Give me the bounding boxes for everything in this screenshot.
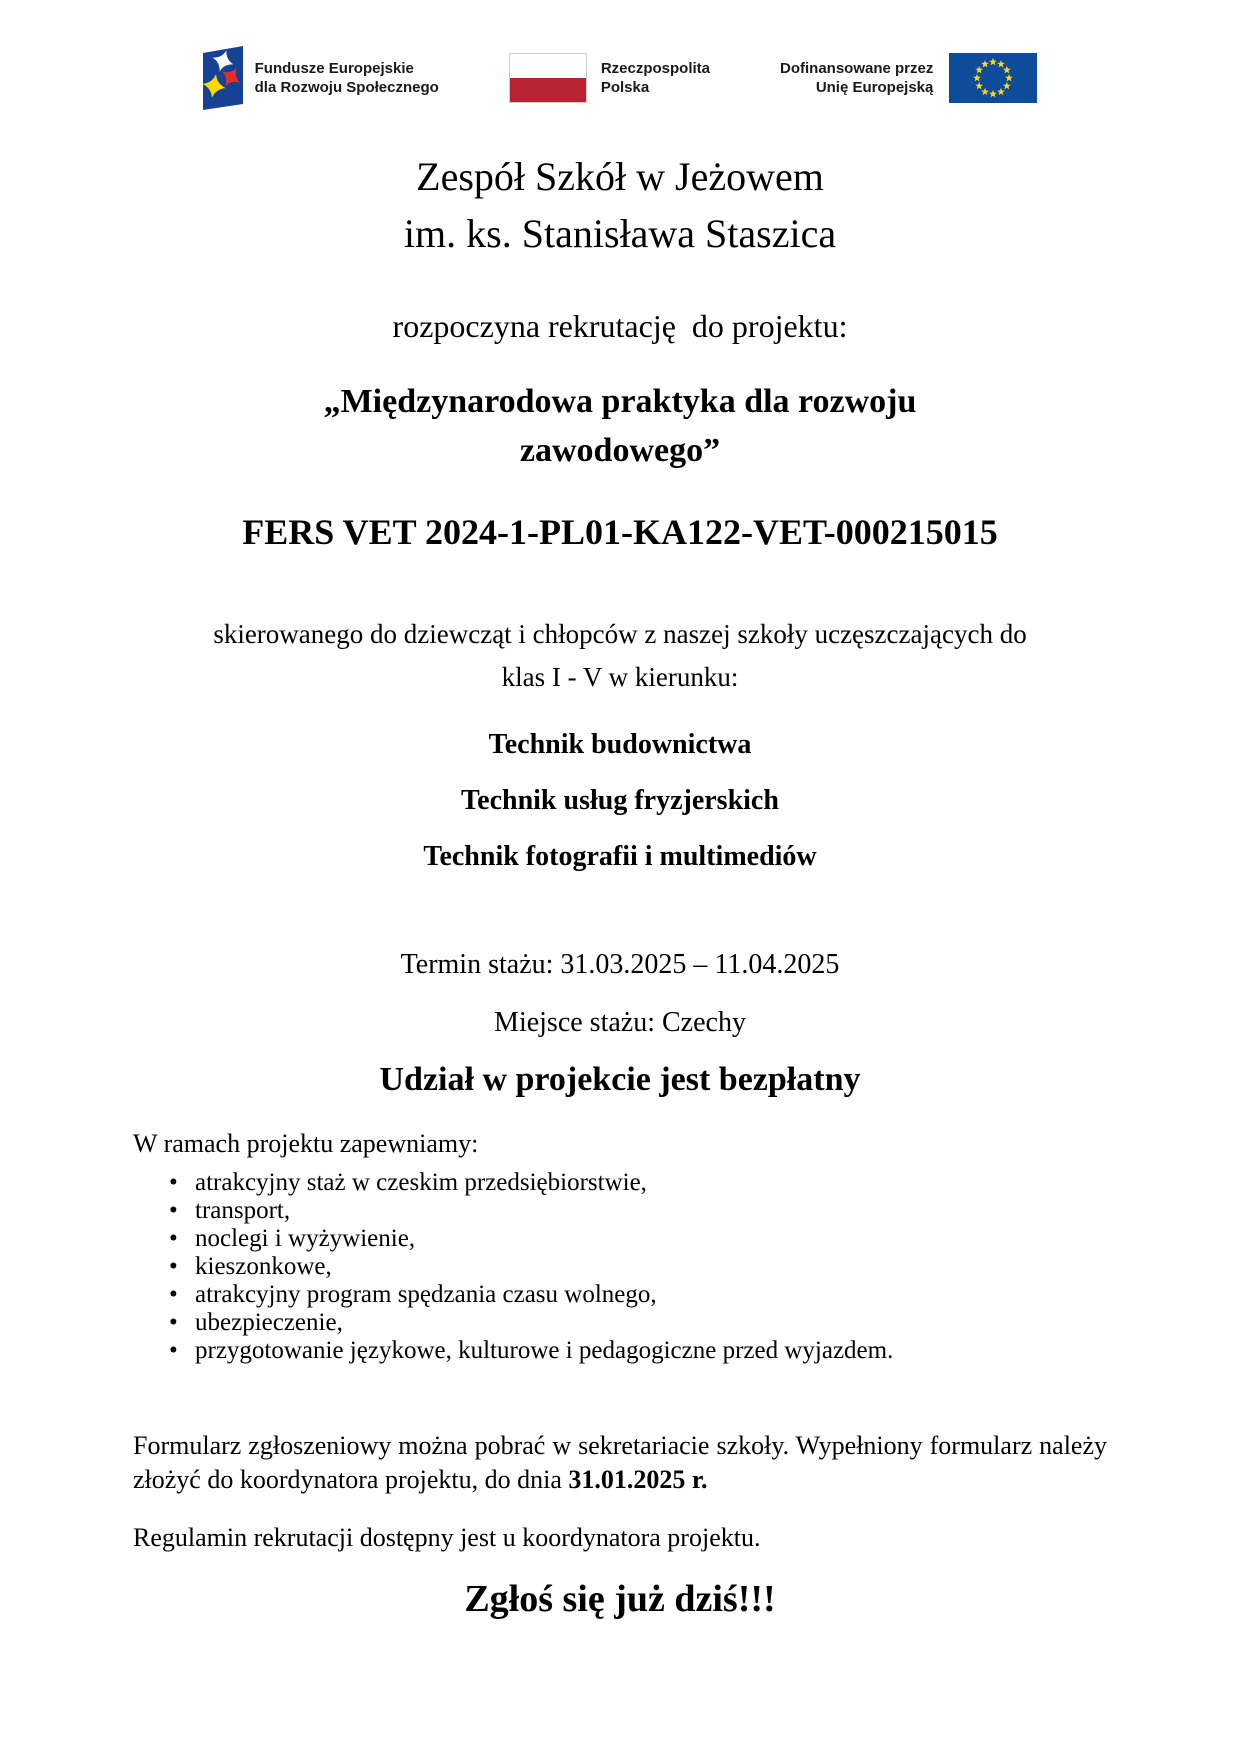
benefit-item: • atrakcyjny program spędzania czasu wolnego, [133, 1281, 1107, 1309]
audience-line1: skierowanego do dziewcząt i chłopców z naszej szkoły uczęszczających do [213, 619, 1027, 649]
internship-term: Termin stażu: 31.03.2025 – 11.04.2025 [400, 949, 840, 980]
benefit-item: • ubezpieczenie, [133, 1309, 1107, 1337]
form-info-text: Formularz zgłoszeniowy można pobrać w sekretariacie szkoły. Wypełniony formularz należy złożyć do koordynatora projektu, do dnia [133, 1431, 1107, 1494]
poland-flag-icon [509, 53, 587, 103]
fe-logo-line1: Fundusze Europejskie [254, 60, 414, 77]
benefit-item: • transport, [133, 1197, 1107, 1225]
eu-logo-line2: Unię Europejską [815, 79, 934, 96]
form-info-paragraph [133, 1429, 1107, 1497]
poland-logo-line1: Rzeczpospolita [600, 60, 710, 77]
school-name-line1: Zespół Szkół w Jeżowem [416, 154, 824, 199]
eu-flag-icon [949, 53, 1037, 103]
benefits-heading: W ramach projektu zapewniamy: [133, 1129, 479, 1158]
poland-logo-text [601, 59, 710, 97]
fe-flag-icon [203, 46, 243, 110]
fe-logo [203, 46, 439, 110]
eu-logo-line1: Dofinansowane przez [780, 60, 934, 77]
program-fryzjerskie: Technik usług fryzjerskich [461, 785, 779, 816]
benefits-list [133, 1169, 1107, 1365]
audience-line2: klas I - V w kierunku: [501, 662, 739, 692]
eu-logo-text [780, 59, 933, 97]
project-title-line1: „Międzynarodowa praktyka dla rozwoju [323, 383, 917, 420]
intro-line: rozpoczyna rekrutację do projektu: [392, 308, 848, 344]
fe-logo-line2: dla Rozwoju Społecznego [254, 79, 439, 96]
logo-bar [0, 0, 1240, 110]
project-code: FERS VET 2024-1-PL01-KA122-VET-000215015 [242, 512, 998, 552]
benefit-item: • noclegi i wyżywienie, [133, 1225, 1107, 1253]
fe-logo-text [255, 59, 439, 97]
program-fotografia: Technik fotografii i multimediów [423, 841, 817, 872]
poland-logo [509, 53, 710, 103]
poland-logo-line2: Polska [600, 79, 650, 96]
free-participation-heading: Udział w projekcie jest bezpłatny [379, 1061, 861, 1098]
project-title-line2: zawodowego” [519, 432, 721, 469]
form-deadline: 31.01.2025 r. [568, 1465, 708, 1494]
program-budownictwa: Technik budownictwa [488, 729, 752, 760]
flyer-content [0, 148, 1240, 1621]
eu-logo [780, 53, 1037, 103]
benefit-item: • przygotowanie językowe, kulturowe i pedagogiczne przed wyjazdem. [133, 1337, 1107, 1365]
cta-line: Zgłoś się już dziś!!! [464, 1578, 776, 1620]
internship-place: Miejsce stażu: Czechy [494, 1007, 746, 1038]
benefit-item: • kieszonkowe, [133, 1253, 1107, 1281]
benefit-item: • atrakcyjny staż w czeskim przedsiębiorstwie, [133, 1169, 1107, 1197]
regulations-note: Regulamin rekrutacji dostępny jest u koordynatora projektu. [133, 1523, 761, 1552]
school-name-line2: im. ks. Stanisława Staszica [403, 211, 837, 256]
